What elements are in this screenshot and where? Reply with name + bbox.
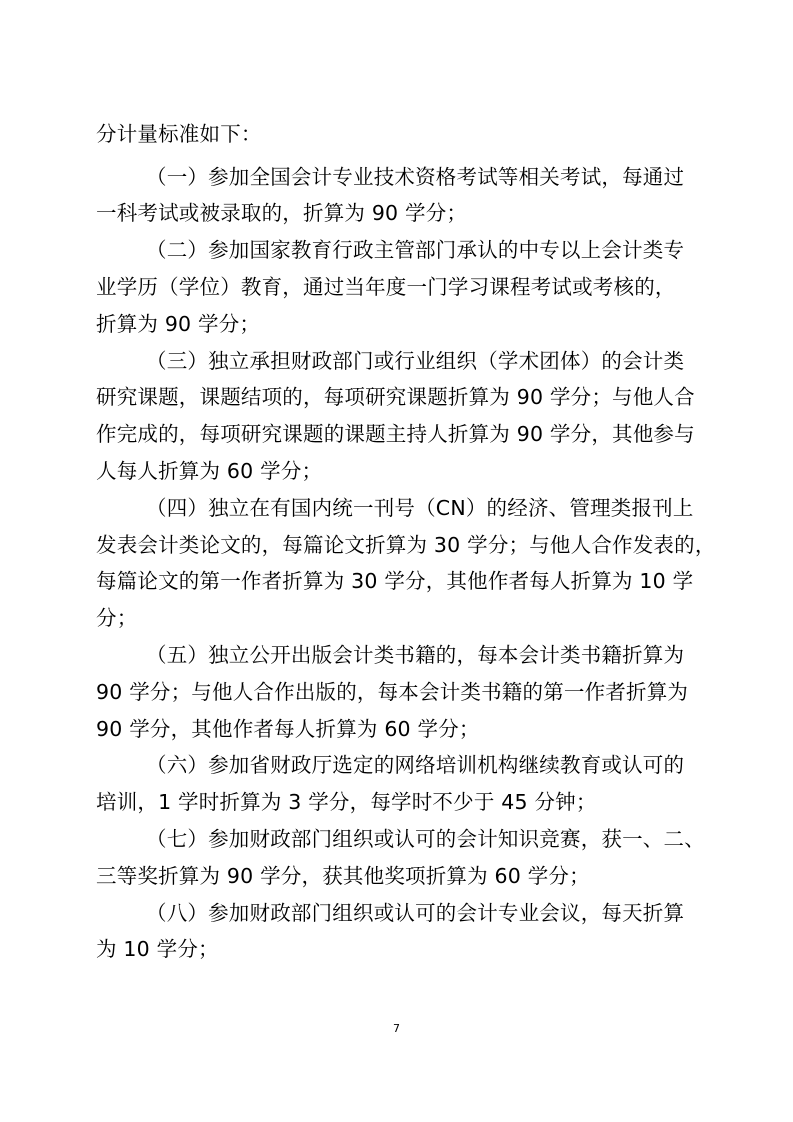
text-line: 一科考试或被录取的，折算为 90 学分；: [96, 201, 468, 225]
text-line: 研究课题，课题结项的，每项研究课题折算为 90 学分；与他人合: [96, 385, 695, 409]
text-line: （五）独立公开出版会计类书籍的，每本会计类书籍折算为: [146, 643, 685, 667]
text-line: （六）参加省财政厅选定的网络培训机构继续教育或认可的: [146, 753, 685, 777]
text-line: （一）参加全国会计专业技术资格考试等相关考试，每通过: [146, 165, 685, 189]
page-number: 7: [393, 1022, 400, 1035]
text-line: 分；: [96, 606, 138, 630]
text-line: 为 10 学分；: [96, 937, 219, 961]
text-line: 作完成的，每项研究课题的课题主持人折算为 90 学分，其他参与: [96, 422, 695, 446]
text-line: 发表会计类论文的，每篇论文折算为 30 学分；与他人合作发表的，: [96, 533, 716, 557]
text-line: 折算为 90 学分；: [96, 312, 261, 336]
text-line: 分计量标准如下：: [96, 122, 262, 146]
text-line: （三）独立承担财政部门或行业组织（学术团体）的会计类: [146, 349, 685, 373]
text-line: 培训，1 学时折算为 3 学分，每学时不少于 45 分钟；: [96, 790, 597, 814]
text-line: （八）参加财政部门组织或认可的会计专业会议，每天折算: [146, 901, 685, 925]
text-line: （二）参加国家教育行政主管部门承认的中专以上会计类专: [146, 238, 685, 262]
text-line: 90 学分，其他作者每人折算为 60 学分；: [96, 717, 480, 741]
text-line: 90 学分；与他人合作出版的，每本会计类书籍的第一作者折算为: [96, 680, 689, 704]
text-line: 每篇论文的第一作者折算为 30 学分，其他作者每人折算为 10 学: [96, 569, 694, 593]
text-line: 业学历（学位）教育，通过当年度一门学习课程考试或考核的，: [96, 275, 676, 299]
text-line: （七）参加财政部门组织或认可的会计知识竞赛，获一、二、: [146, 827, 705, 851]
text-line: 三等奖折算为 90 学分，获其他奖项折算为 60 学分；: [96, 864, 590, 888]
text-line: 人每人折算为 60 学分；: [96, 459, 323, 483]
text-line: （四）独立在有国内统一刊号（CN）的经济、管理类报刊上: [146, 496, 694, 520]
